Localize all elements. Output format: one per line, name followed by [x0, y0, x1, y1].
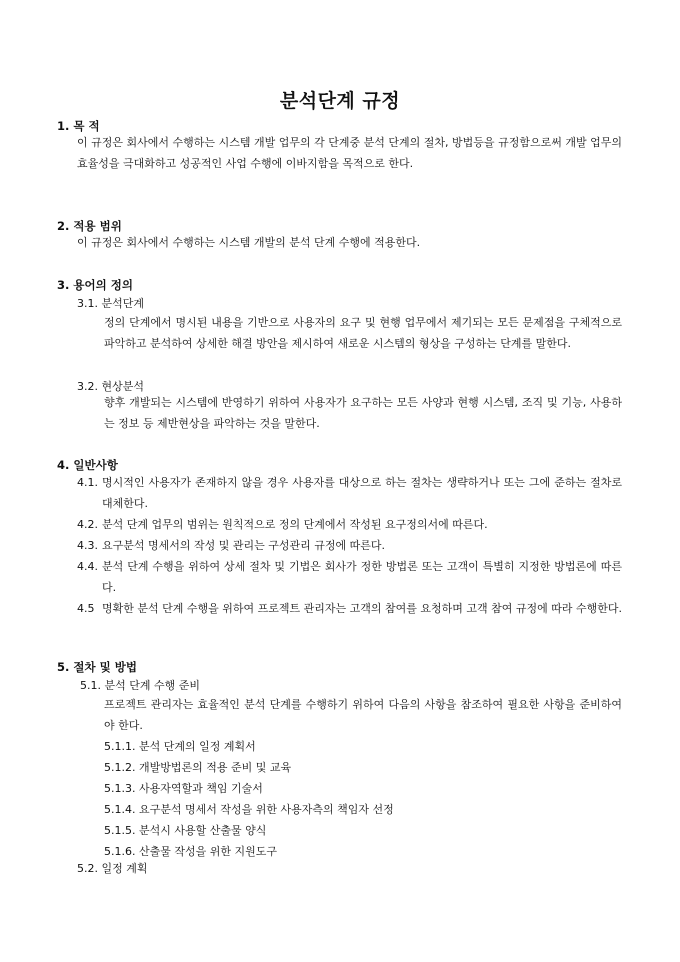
- general-item-4-3: [77, 535, 622, 556]
- item-body: 명시적인 사용자가 존재하지 않을 경우 사용자를 대상으로 하는 절차는 생략하거나 또는 그에 준하는 절차로 대체한다.: [102, 476, 622, 510]
- term-3-2-body: 향후 개발되는 시스템에 반영하기 위하여 사용자가 요구하는 모든 사양과 현행 시스템, 조직 및 기능, 사용하는 정보 등 제반현상을 파악하는 것을 말한다.: [104, 396, 622, 430]
- item-number: 4.3.: [77, 539, 98, 552]
- section-1-heading: 1. 목 적: [57, 119, 100, 133]
- item-body: 요구분석 명세서의 작성 및 관리는 구성관리 규정에 따른다.: [102, 539, 385, 552]
- procedure-5-1-6: 5.1.6. 산출물 작성을 위한 지원도구: [104, 845, 277, 858]
- procedure-5-1-5: 5.1.5. 분석시 사용할 산출물 양식: [104, 824, 267, 837]
- section-2-heading: 2. 적용 범위: [57, 219, 122, 233]
- document-title: 분석단계 규정: [279, 90, 401, 112]
- procedure-5-1-body: 프로젝트 관리자는 효율적인 분석 단계를 수행하기 위하여 다음의 사항을 참조하여 필요한 사항을 준비하여야 한다.: [104, 698, 622, 732]
- procedure-5-1-label: 5.1. 분석 단계 수행 준비: [80, 679, 200, 692]
- term-3-1-label: 3.1. 분석단계: [77, 297, 144, 310]
- section-5-heading: 5. 절차 및 방법: [57, 660, 137, 674]
- term-3-2-label: 3.2. 현상분석: [77, 380, 144, 393]
- procedure-5-1-3: 5.1.3. 사용자역할과 책임 기술서: [104, 782, 263, 795]
- item-body: 명확한 분석 단계 수행을 위하여 프로젝트 관리자는 고객의 참여를 요청하며 고객 참여 규정에 따라 수행한다.: [102, 602, 622, 615]
- section-1-body: 이 규정은 회사에서 수행하는 시스템 개발 업무의 각 단계중 분석 단계의 절차, 방법등을 규정함으로써 개발 업무의 효율성을 극대화하고 성공적인 사업 수행에 이바지함을 목적으로 한다.: [77, 136, 622, 170]
- general-item-4-2: [77, 514, 622, 535]
- item-number: 4.2.: [77, 518, 98, 531]
- section-3-heading: 3. 용어의 정의: [57, 278, 133, 292]
- item-number: 4.1.: [77, 476, 98, 489]
- procedure-5-1-2: 5.1.2. 개발방법론의 적용 준비 및 교육: [104, 761, 292, 774]
- item-number: 4.4.: [77, 560, 98, 573]
- term-3-1-body: 정의 단계에서 명시된 내용을 기반으로 사용자의 요구 및 현행 업무에서 제기되는 모든 문제점을 구체적으로 파악하고 분석하여 상세한 해결 방안을 제시하여 새로운 시스템의 형상을 구성하는 단계를 말한다.: [104, 316, 622, 350]
- item-body: 분석 단계 업무의 범위는 원칙적으로 정의 단계에서 작성된 요구정의서에 따른다.: [102, 518, 488, 531]
- procedure-5-1-1: 5.1.1. 분석 단계의 일정 계획서: [104, 740, 256, 753]
- section-4-heading: 4. 일반사항: [57, 458, 118, 472]
- general-item-4-1: [77, 472, 622, 514]
- general-item-4-5: [77, 598, 622, 619]
- item-number: 4.5: [77, 602, 95, 615]
- section-2-body: 이 규정은 회사에서 수행하는 시스템 개발의 분석 단계 수행에 적용한다.: [77, 236, 421, 249]
- procedure-5-1-4: 5.1.4. 요구분석 명세서 작성을 위한 사용자측의 책임자 선정: [104, 803, 394, 816]
- general-item-4-4: [77, 556, 622, 598]
- item-body: 분석 단계 수행을 위하여 상세 절차 및 기법은 회사가 정한 방법론 또는 고객이 특별히 지정한 방법론에 따른다.: [102, 560, 622, 594]
- procedure-5-2-label: 5.2. 일정 계획: [77, 862, 148, 875]
